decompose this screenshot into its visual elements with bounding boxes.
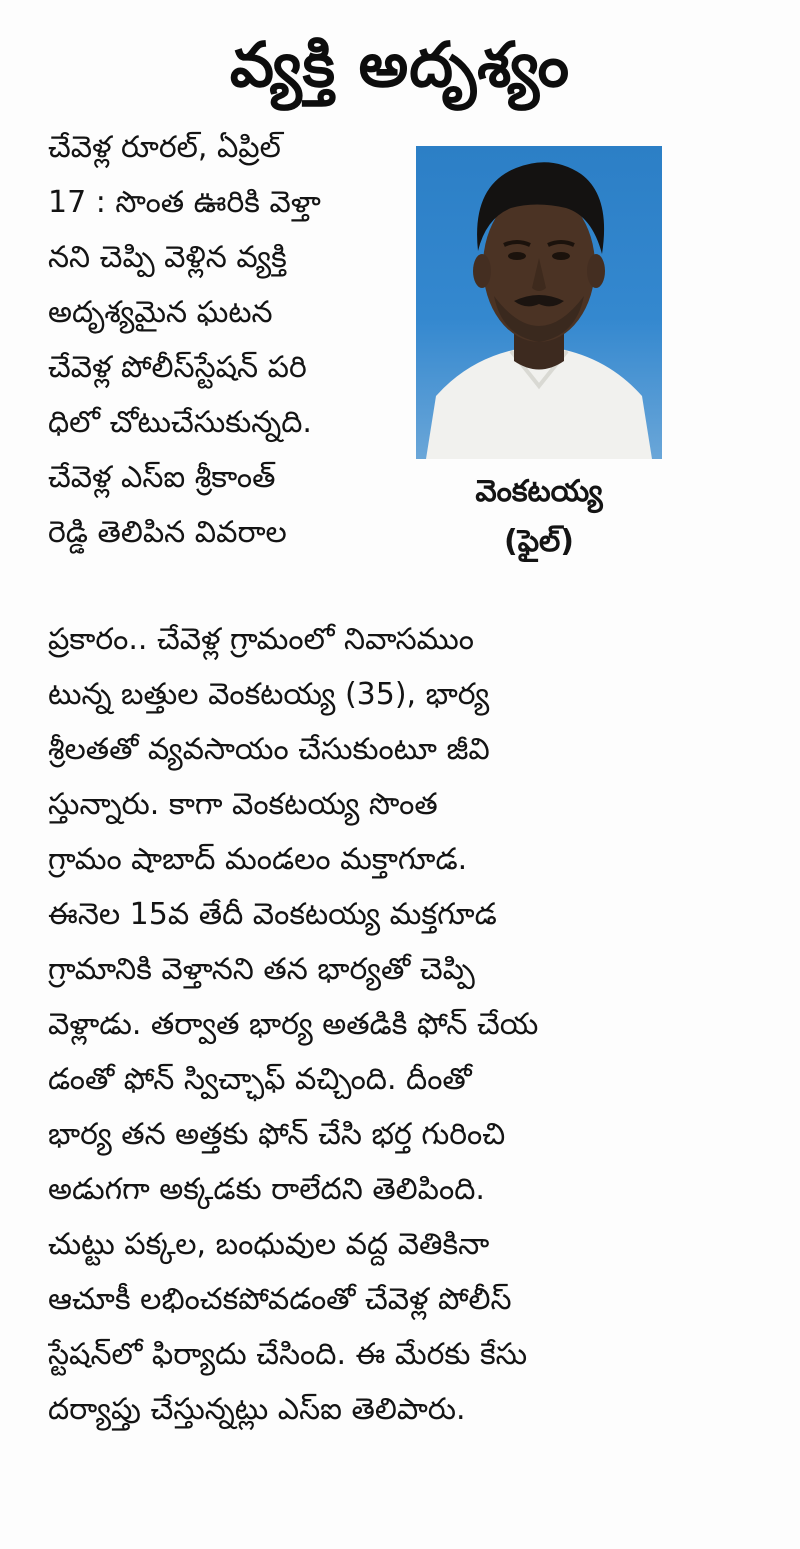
article-line: స్తున్నారు. కాగా వెంకటయ్య సొంత (48, 787, 438, 822)
article-line: శ్రీలతతో వ్యవసాయం చేసుకుంటూ జీవి (48, 732, 490, 767)
article-line: చేవెళ్ల ఎస్ఐ శ్రీకాంత్ (48, 460, 276, 495)
article-line: నని చెప్పి వెళ్లిన వ్యక్తి (48, 240, 287, 275)
article-line: ప్రకారం.. చేవెళ్ల గ్రామంలో నివాసముం (48, 622, 474, 657)
article-line: గ్రామం షాబాద్ మండలం మక్తాగూడ. (48, 842, 468, 877)
article-line: చేవెళ్ల పోలీస్‌స్టేషన్ పరి (48, 350, 307, 385)
photo-caption-name: వెంకటయ్య (475, 474, 603, 509)
article-line: 17 : సొంత ఊరికి వెళ్తా (48, 185, 321, 220)
article-line: గ్రామానికి వెళ్తానని తన భార్యతో చెప్పి (48, 952, 475, 987)
article-headline: వ్యక్తి అదృశ్యం (229, 28, 571, 101)
next-article-cutoff (120, 1518, 680, 1549)
article-line: ధిలో చోటుచేసుకున్నది. (48, 405, 312, 440)
article-line: వెళ్లాడు. తర్వాత భార్య అతడికి ఫోన్ చేయ (48, 1007, 539, 1042)
article-line: రెడ్డి తెలిపిన వివరాల (48, 515, 287, 550)
article-line: స్టేషన్‌లో ఫిర్యాదు చేసింది. ఈ మేరకు కేసు (48, 1337, 528, 1372)
previous-article-cutoff (280, 0, 520, 6)
article-line: దర్యాప్తు చేస్తున్నట్లు ఎస్ఐ తెలిపారు. (48, 1392, 466, 1427)
portrait-illustration (416, 146, 662, 459)
article-line: అదృశ్యమైన ఘటన (48, 295, 273, 330)
article-line: భార్య తన అత్తకు ఫోన్ చేసి భర్త గురించి (48, 1117, 506, 1152)
article-line: చుట్టు పక్కల, బంధువుల వద్ద వెతికినా (48, 1227, 490, 1262)
photo-caption-file: (ఫైల్) (503, 524, 575, 559)
person-photo (416, 146, 662, 459)
article-line: డంతో ఫోన్ స్విచ్ఛాఫ్ వచ్చింది. దీంతో (48, 1062, 472, 1097)
article-line: చేవెళ్ల రూరల్, ఏప్రిల్ (48, 130, 281, 165)
article-line: అడుగగా అక్కడకు రాలేదని తెలిపింది. (48, 1172, 485, 1207)
article-line: ఆచూకీ లభించకపోవడంతో చేవెళ్ల పోలీస్ (48, 1282, 512, 1317)
article-line: ఈనెల 15వ తేదీ వెంకటయ్య మక్తగూడ (48, 897, 497, 932)
article-line: టున్న బత్తుల వెంకటయ్య (35), భార్య (48, 677, 490, 712)
